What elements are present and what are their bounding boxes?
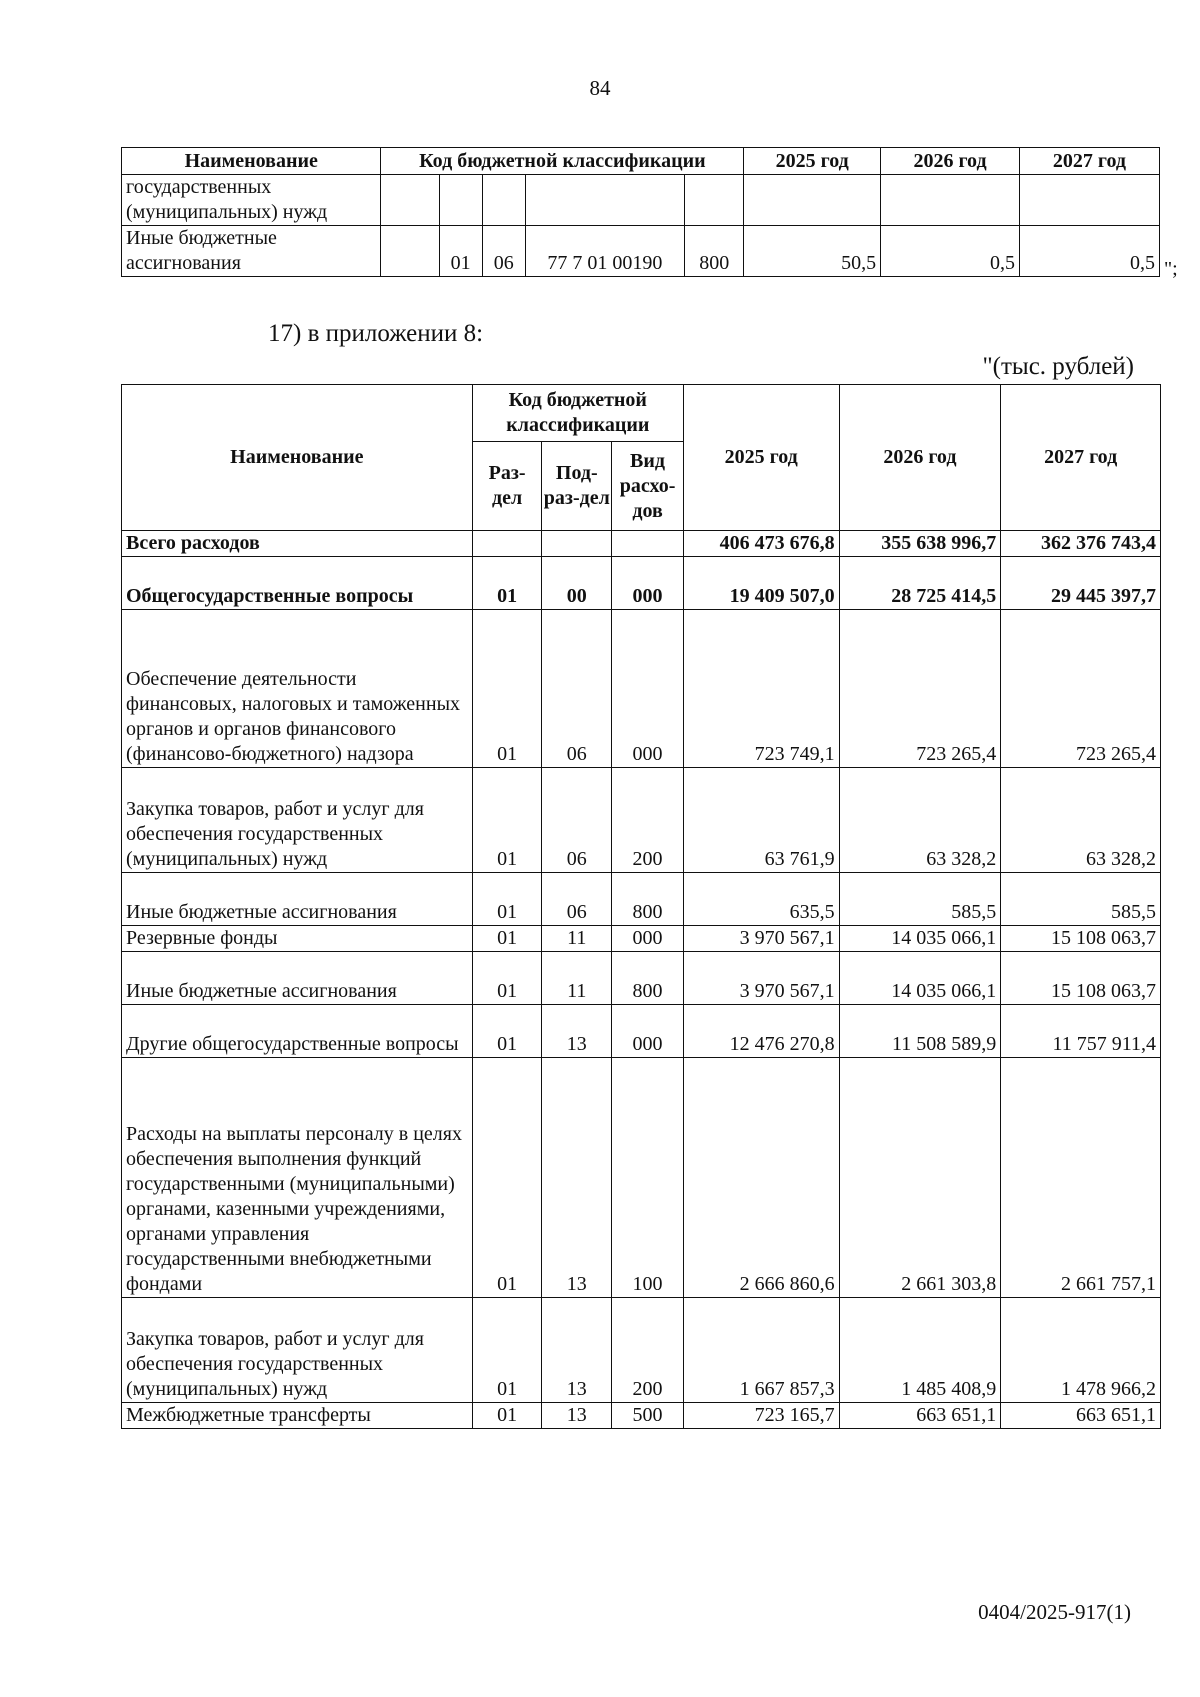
row-name: Иные бюджетные ассигнования — [122, 873, 473, 926]
row-2027: 663 651,1 — [1001, 1403, 1161, 1429]
table-row — [122, 610, 1161, 768]
row-2027: 29 445 397,7 — [1001, 557, 1161, 610]
header-2025: 2025 год — [683, 385, 839, 531]
row-podrazdel: 13 — [542, 1403, 612, 1429]
row-name: Межбюджетные трансферты — [122, 1403, 473, 1429]
row-2025: 63 761,9 — [683, 768, 839, 873]
row-name: государственных (муниципальных) нужд — [122, 175, 381, 226]
row-podrazdel: 06 — [542, 768, 612, 873]
row-name: Иные бюджетные ассигнования — [122, 226, 381, 277]
table-row — [122, 557, 1161, 610]
table-row — [122, 175, 1160, 226]
row-name: Резервные фонды — [122, 926, 473, 952]
row-2026: 723 265,4 — [839, 610, 1001, 768]
continuation-header-row — [122, 148, 1160, 175]
row-code-4: 77 7 01 00190 — [525, 226, 684, 277]
row-name: Закупка товаров, работ и услуг для обеспечения государственных (муниципальных) нужд — [122, 1298, 473, 1403]
row-2025: 19 409 507,0 — [683, 557, 839, 610]
row-code-1 — [381, 175, 439, 226]
row-2025: 723 749,1 — [683, 610, 839, 768]
expenditure-table — [121, 384, 1161, 1429]
header-podrazdel: Под-раз-дел — [542, 442, 612, 531]
table-row — [122, 531, 1161, 557]
table-row — [122, 226, 1160, 277]
row-vid: 800 — [612, 952, 684, 1005]
row-2026: 0,5 — [881, 226, 1020, 277]
row-code-1 — [381, 226, 439, 277]
row-2025: 635,5 — [683, 873, 839, 926]
row-2025: 1 667 857,3 — [683, 1298, 839, 1403]
row-podrazdel: 06 — [542, 610, 612, 768]
row-code-5 — [685, 175, 744, 226]
row-2027: 1 478 966,2 — [1001, 1298, 1161, 1403]
row-2026: 28 725 414,5 — [839, 557, 1001, 610]
row-vid — [612, 531, 684, 557]
row-vid: 000 — [612, 1005, 684, 1058]
row-2027: 15 108 063,7 — [1001, 952, 1161, 1005]
header-2027: 2027 год — [1019, 148, 1159, 175]
row-razdel: 01 — [472, 1403, 542, 1429]
row-razdel: 01 — [472, 610, 542, 768]
row-code-3: 06 — [482, 226, 525, 277]
units-label: "(тыс. рублей) — [982, 353, 1134, 380]
row-podrazdel: 11 — [542, 952, 612, 1005]
row-2027: 15 108 063,7 — [1001, 926, 1161, 952]
row-2027 — [1019, 175, 1159, 226]
row-code-2: 01 — [439, 226, 482, 277]
row-razdel: 01 — [472, 768, 542, 873]
header-vid: Вид расхо-дов — [612, 442, 684, 531]
row-name: Всего расходов — [122, 531, 473, 557]
row-2026: 585,5 — [839, 873, 1001, 926]
row-vid: 000 — [612, 610, 684, 768]
header-name: Наименование — [122, 148, 381, 175]
page-number: 84 — [589, 76, 611, 100]
row-name: Иные бюджетные ассигнования — [122, 952, 473, 1005]
row-name: Обеспечение деятельности финансовых, налоговых и таможенных органов и органов финансового (финансово-бюджетного) надзора — [122, 610, 473, 768]
header-2025: 2025 год — [744, 148, 881, 175]
row-2025: 406 473 676,8 — [683, 531, 839, 557]
row-vid: 200 — [612, 1298, 684, 1403]
row-2026: 63 328,2 — [839, 768, 1001, 873]
closing-quote-mark: "; — [1164, 258, 1178, 280]
table-row — [122, 926, 1161, 952]
row-2025: 12 476 270,8 — [683, 1005, 839, 1058]
row-2025: 723 165,7 — [683, 1403, 839, 1429]
row-name: Закупка товаров, работ и услуг для обеспечения государственных (муниципальных) нужд — [122, 768, 473, 873]
row-2025: 50,5 — [744, 226, 881, 277]
continuation-table — [121, 147, 1160, 277]
table-row — [122, 1403, 1161, 1429]
row-razdel: 01 — [472, 952, 542, 1005]
row-2025: 2 666 860,6 — [683, 1058, 839, 1298]
row-2026: 663 651,1 — [839, 1403, 1001, 1429]
row-code-2 — [439, 175, 482, 226]
header-name: Наименование — [122, 385, 473, 531]
row-2026 — [881, 175, 1020, 226]
row-code-4 — [525, 175, 684, 226]
row-name: Другие общегосударственные вопросы — [122, 1005, 473, 1058]
row-2026: 355 638 996,7 — [839, 531, 1001, 557]
table-row — [122, 873, 1161, 926]
row-name: Общегосударственные вопросы — [122, 557, 473, 610]
header-2026: 2026 год — [881, 148, 1020, 175]
row-2027: 11 757 911,4 — [1001, 1005, 1161, 1058]
row-2026: 14 035 066,1 — [839, 926, 1001, 952]
document-code: 0404/2025-917(1) — [978, 1600, 1131, 1624]
row-2027: 2 661 757,1 — [1001, 1058, 1161, 1298]
table-row — [122, 1005, 1161, 1058]
row-podrazdel: 00 — [542, 557, 612, 610]
row-name: Расходы на выплаты персоналу в целях обеспечения выполнения функций государственными (муниципальными) органами, казенными учреждениями, органами управления государственными внебюджетными фондами — [122, 1058, 473, 1298]
row-2027: 585,5 — [1001, 873, 1161, 926]
row-podrazdel: 13 — [542, 1058, 612, 1298]
row-2026: 2 661 303,8 — [839, 1058, 1001, 1298]
row-razdel: 01 — [472, 926, 542, 952]
row-2025 — [744, 175, 881, 226]
header-razdel: Раз-дел — [472, 442, 542, 531]
row-code-3 — [482, 175, 525, 226]
row-podrazdel — [542, 531, 612, 557]
row-razdel: 01 — [472, 557, 542, 610]
table-row — [122, 1298, 1161, 1403]
row-2026: 1 485 408,9 — [839, 1298, 1001, 1403]
row-2027: 0,5 — [1019, 226, 1159, 277]
row-podrazdel: 13 — [542, 1298, 612, 1403]
table-row — [122, 1058, 1161, 1298]
row-podrazdel: 11 — [542, 926, 612, 952]
row-razdel: 01 — [472, 1298, 542, 1403]
row-vid: 000 — [612, 557, 684, 610]
section-title: 17) в приложении 8: — [268, 320, 484, 347]
row-2027: 362 376 743,4 — [1001, 531, 1161, 557]
row-2025: 3 970 567,1 — [683, 926, 839, 952]
header-row-1 — [122, 385, 1161, 442]
row-2026: 14 035 066,1 — [839, 952, 1001, 1005]
row-razdel: 01 — [472, 873, 542, 926]
row-2026: 11 508 589,9 — [839, 1005, 1001, 1058]
header-code-group: Код бюджетной классификации — [472, 385, 683, 442]
header-2026: 2026 год — [839, 385, 1001, 531]
header-code: Код бюджетной классификации — [381, 148, 744, 175]
table-row — [122, 768, 1161, 873]
row-2025: 3 970 567,1 — [683, 952, 839, 1005]
row-vid: 500 — [612, 1403, 684, 1429]
row-razdel — [472, 531, 542, 557]
row-podrazdel: 06 — [542, 873, 612, 926]
row-vid: 800 — [612, 873, 684, 926]
header-2027: 2027 год — [1001, 385, 1161, 531]
row-vid: 000 — [612, 926, 684, 952]
row-vid: 200 — [612, 768, 684, 873]
table-row — [122, 952, 1161, 1005]
row-2027: 63 328,2 — [1001, 768, 1161, 873]
row-razdel: 01 — [472, 1058, 542, 1298]
row-code-5: 800 — [685, 226, 744, 277]
row-2027: 723 265,4 — [1001, 610, 1161, 768]
row-podrazdel: 13 — [542, 1005, 612, 1058]
row-razdel: 01 — [472, 1005, 542, 1058]
row-vid: 100 — [612, 1058, 684, 1298]
